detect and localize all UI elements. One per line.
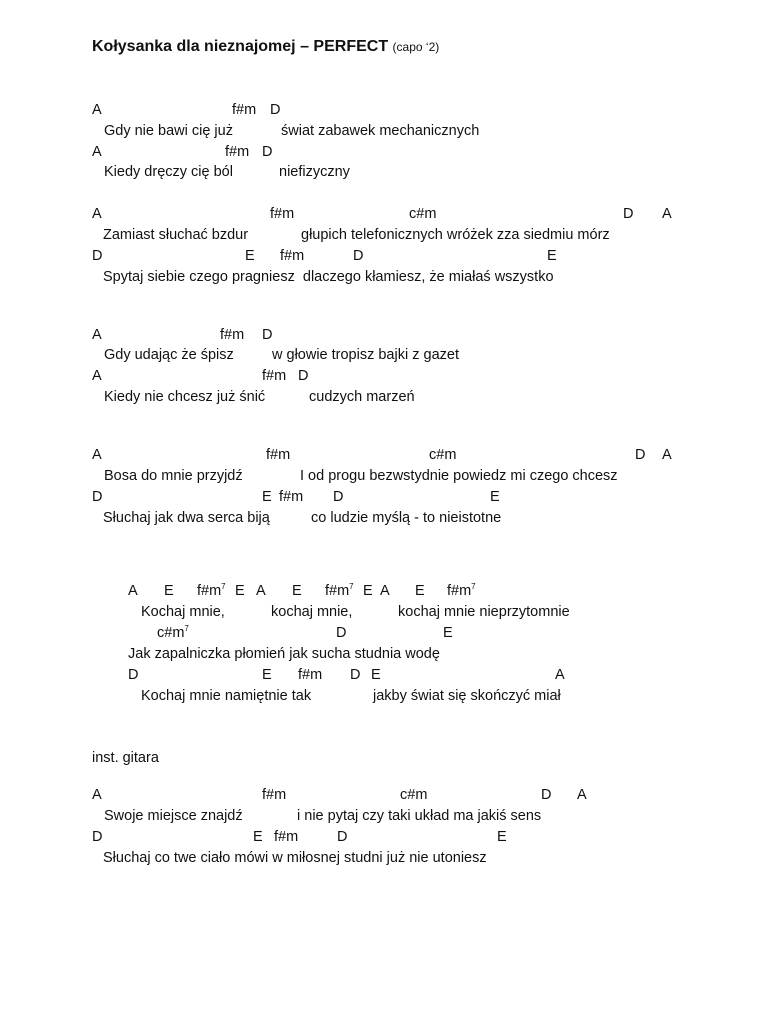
lyric: Zamiast słuchać bzdur (103, 227, 249, 243)
chord: D (262, 144, 273, 160)
capo-note: (capo ‘2) (392, 40, 440, 54)
chord: A (92, 787, 102, 803)
chord: f#m (298, 667, 323, 683)
lyric: w głowie tropisz bajki z gazet (272, 347, 459, 363)
chord: f#m (220, 327, 245, 343)
chord: A (92, 447, 102, 463)
chord: A (662, 447, 672, 463)
chord: E (371, 667, 381, 683)
chord: E (245, 248, 255, 264)
chord: D (333, 489, 344, 505)
chord: $f\#m^7$ (447, 582, 476, 599)
chord: E (235, 583, 245, 599)
chord: D (128, 667, 139, 683)
lyric: Kiedy dręczy cię ból (104, 164, 233, 180)
chord: f#m (266, 447, 291, 463)
song-title (92, 38, 439, 56)
lyric: Swoje miejsce znajdź (104, 808, 243, 824)
chord: A (380, 583, 390, 599)
lyric: Gdy udając że śpisz (104, 347, 234, 363)
lyric: Gdy nie bawi cię już (104, 123, 233, 139)
chord: A (92, 206, 102, 222)
chord: f#m (270, 206, 295, 222)
lyric: głupich telefonicznych wróżek zza siedmiu mórz (301, 227, 610, 243)
chord: D (337, 829, 348, 845)
chord: A (92, 144, 102, 160)
chord: f#m (225, 144, 250, 160)
chord: D (541, 787, 552, 803)
lyric: jakby świat się skończyć miał (373, 688, 561, 704)
chord: D (350, 667, 361, 683)
chord: f#m (279, 489, 304, 505)
chord: D (353, 248, 364, 264)
lyric: Jak zapalniczka płomień jak sucha studnia wodę (128, 646, 440, 662)
chord: E (262, 489, 272, 505)
lyric: kochaj mnie nieprzytomnie (398, 604, 570, 620)
lyric: niefizyczny (279, 164, 350, 180)
lyric: Kochaj mnie namiętnie tak (141, 688, 312, 704)
chord: D (92, 489, 103, 505)
chord: E (292, 583, 302, 599)
chord: D (92, 248, 103, 264)
chord: c#m (409, 206, 437, 222)
chord: E (164, 583, 174, 599)
chord: A (128, 583, 138, 599)
chord: f#m (262, 368, 287, 384)
chord: A (577, 787, 587, 803)
chord: f#m (280, 248, 305, 264)
chord: A (662, 206, 672, 222)
lyric: kochaj mnie, (271, 604, 353, 620)
chord: f#m (262, 787, 287, 803)
title-main: Kołysanka dla nieznajomej – PERFECT (92, 38, 389, 55)
chord: $f\#m^7$ (197, 582, 226, 599)
chord: A (555, 667, 565, 683)
chord: E (253, 829, 263, 845)
chord: E (363, 583, 373, 599)
chord: f#m (232, 102, 257, 118)
chord: D (635, 447, 646, 463)
chord: E (497, 829, 507, 845)
instrumental-label: inst. gitara (92, 750, 159, 766)
lyric: co ludzie myślą - to nieistotne (311, 510, 502, 526)
lyric: I od progu bezwstydnie powiedz mi czego chcesz (300, 468, 618, 484)
chord: c#m (400, 787, 428, 803)
chord: A (92, 368, 102, 384)
lyric: świat zabawek mechanicznych (281, 123, 480, 139)
lyric: Spytaj siebie czego pragniesz dlaczego kłamiesz, że miałaś wszystko (103, 269, 554, 285)
lyric: Kochaj mnie, (141, 604, 225, 620)
chord: c#m (429, 447, 457, 463)
chord: E (490, 489, 500, 505)
chord: D (270, 102, 281, 118)
chord: D (336, 625, 347, 641)
chord: A (256, 583, 266, 599)
lyric: Słuchaj jak dwa serca biją (103, 510, 270, 526)
lyric: Słuchaj co twe ciało mówi w miłosnej studni już nie utoniesz (103, 850, 487, 866)
lyric: Kiedy nie chcesz już śnić (104, 389, 266, 405)
chord: D (298, 368, 309, 384)
lyric: cudzych marzeń (309, 389, 415, 405)
chord: A (92, 327, 102, 343)
chord: D (262, 327, 273, 343)
chord: E (415, 583, 425, 599)
chord: f#m (274, 829, 299, 845)
chord: D (92, 829, 103, 845)
chord: A (92, 102, 102, 118)
chord: $c\#m^7$ (157, 624, 189, 641)
chord: E (262, 667, 272, 683)
chord: $f\#m^7$ (325, 582, 354, 599)
chord: E (547, 248, 557, 264)
lyric: Bosa do mnie przyjdź (104, 468, 243, 484)
chord: D (623, 206, 634, 222)
lyric: i nie pytaj czy taki układ ma jakiś sens (297, 808, 542, 824)
chord: E (443, 625, 453, 641)
